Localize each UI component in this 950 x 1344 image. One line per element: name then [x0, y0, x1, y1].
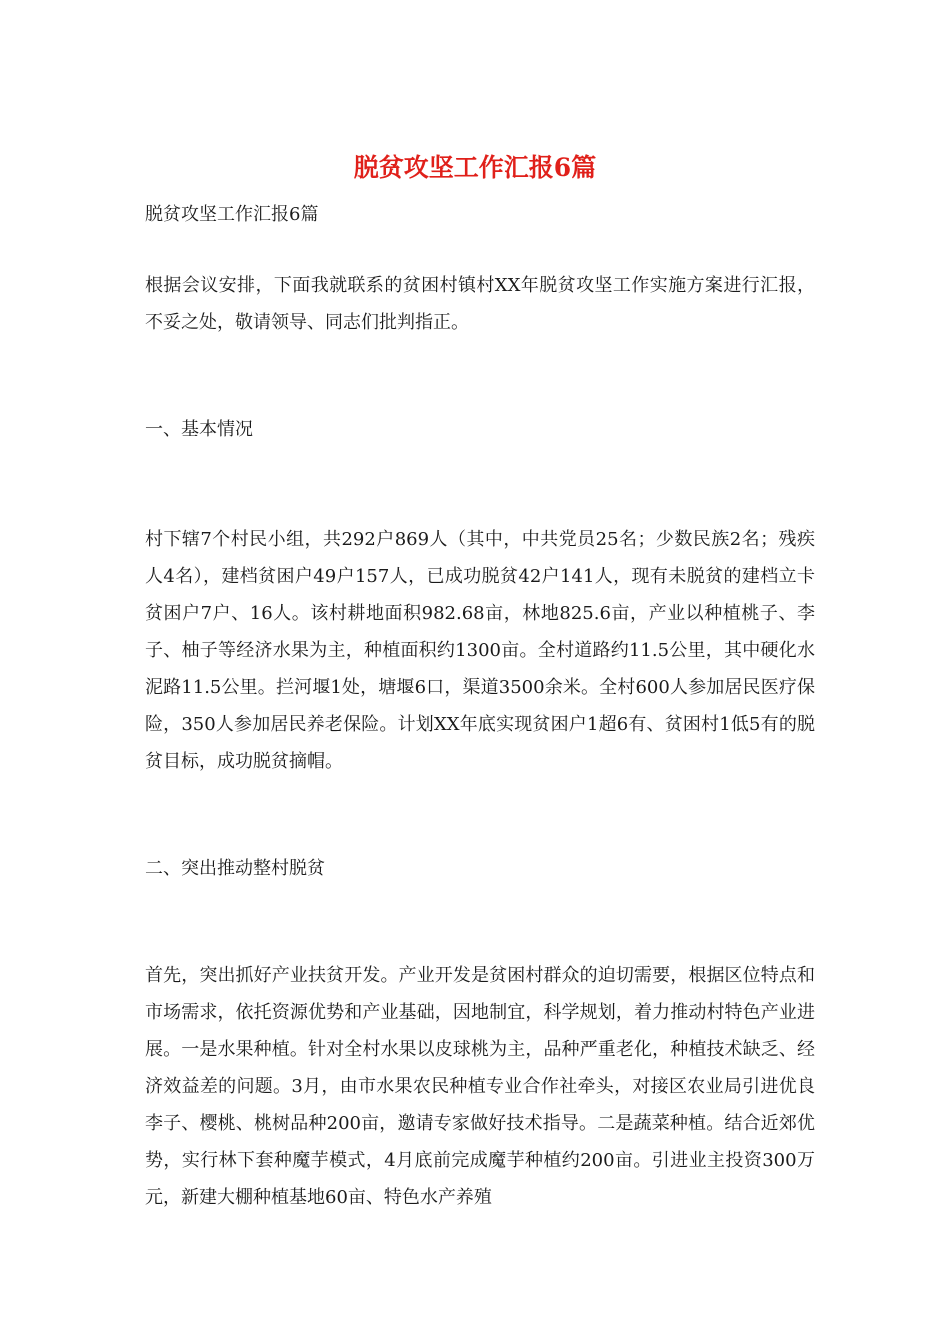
section-heading-village-poverty: 二、突出推动整村脱贫 — [145, 858, 325, 879]
document-body — [145, 196, 815, 1216]
industry-poverty-paragraph: 首先，突出抓好产业扶贫开发。产业开发是贫困村群众的迫切需要，根据区位特点和市场需求，依托资源优势和产业基础，因地制宜，科学规划，着力推动村特色产业进展。一是水果种植。针对全村水果以皮球桃为主，品种严重老化，种植技术缺乏、经济效益差的问题。3月，由市水果农民种植专业合作社牵头，对接区农业局引进优良李子、樱桃、桃树品种200亩，邀请专家做好技术指导。二是蔬菜种植。结合近郊优势，实行林下套种魔芋模式，4月底前完成魔芋种植约200亩。引进业主投资300万元，新建大棚种植基地60亩、特色水产养殖 — [145, 965, 815, 1208]
intro-paragraph: 根据会议安排，下面我就联系的贫困村镇村XX年脱贫攻坚工作实施方案进行汇报，不妥之处，敬请领导、同志们批判指正。 — [145, 275, 815, 333]
basic-situation-paragraph: 村下辖7个村民小组，共292户869人（其中，中共党员25名；少数民族2名；残疾人4名），建档贫困户49户157人，已成功脱贫42户141人，现有未脱贫的建档立卡贫困户7户、16人。该村耕地面积982.68亩，林地825.6亩，产业以种植桃子、李子、柚子等经济水果为主，种植面积约1300亩。全村道路约11.5公里，其中硬化水泥路11.5公里。拦河堰1处，塘堰6口，渠道3500余米。全村600人参加居民医疗保险，350人参加居民养老保险。计划XX年底实现贫困户1超6有、贫困村1低5有的脱贫目标，成功脱贫摘帽。 — [145, 529, 815, 772]
section-heading-basic-situation: 一、基本情况 — [145, 419, 253, 440]
document-subtitle: 脱贫攻坚工作汇报6篇 — [145, 204, 319, 225]
document-title: 脱贫攻坚工作汇报6篇 — [353, 153, 597, 182]
